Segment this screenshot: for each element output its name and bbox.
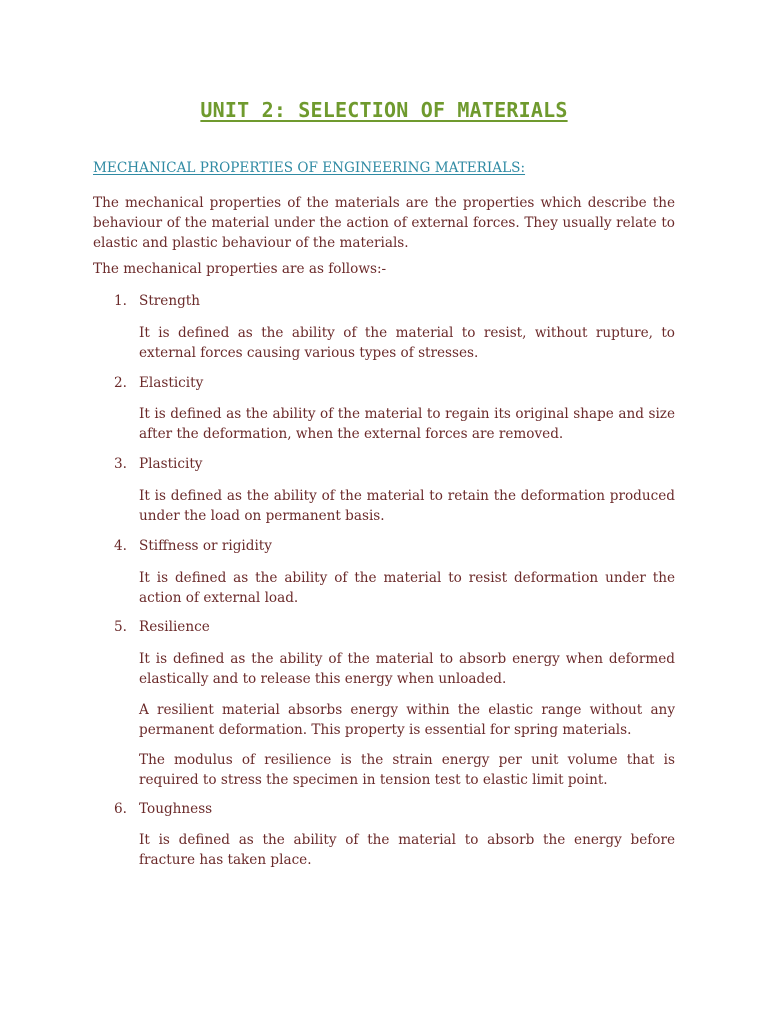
property-name-elasticity: Elasticity [139, 375, 204, 391]
property-definition: It is defined as the ability of the material to absorb energy when deformed elastically and to release this energy when unloaded. [139, 651, 675, 687]
property-definition: It is defined as the ability of the material to absorb the energy before fracture has taken place. [139, 832, 675, 868]
list-intro: The mechanical properties are as follows:- [93, 261, 387, 277]
property-detail: A resilient material absorbs energy within the elastic range without any permanent deformation. This property is essential for spring materials. [139, 702, 675, 738]
property-definition: It is defined as the ability of the material to resist, without rupture, to external forces causing various types of stresses. [139, 325, 675, 361]
section-heading: MECHANICAL PROPERTIES OF ENGINEERING MATERIALS: [93, 160, 526, 176]
page-title: UNIT 2: SELECTION OF MATERIALS [200, 98, 568, 122]
property-name-plasticity: Plasticity [139, 456, 203, 472]
property-definition: It is defined as the ability of the material to regain its original shape and size after the deformation, when the external forces are removed. [139, 406, 675, 442]
intro-paragraph: The mechanical properties of the materials are the properties which describe the behaviour of the material under the action of external forces. They usually relate to elastic and plastic behaviour of the materials. [93, 195, 675, 251]
list-item-number: 6. [114, 801, 127, 817]
property-definition: It is defined as the ability of the material to resist deformation under the action of external load. [139, 570, 675, 606]
property-name-toughness: Toughness [139, 801, 213, 817]
property-definition: It is defined as the ability of the material to retain the deformation produced under the load on permanent basis. [139, 488, 675, 524]
list-item-number: 2. [114, 375, 127, 391]
property-name-resilience: Resilience [139, 619, 210, 635]
property-detail: The modulus of resilience is the strain energy per unit volume that is required to stress the specimen in tension test to elastic limit point. [139, 752, 675, 788]
list-item-number: 4. [114, 538, 127, 554]
list-item-number: 5. [114, 619, 127, 635]
list-item-number: 1. [114, 293, 127, 309]
property-name-strength: Strength [139, 293, 200, 309]
property-name-stiffness: Stiffness or rigidity [139, 538, 272, 554]
list-item-number: 3. [114, 456, 127, 472]
